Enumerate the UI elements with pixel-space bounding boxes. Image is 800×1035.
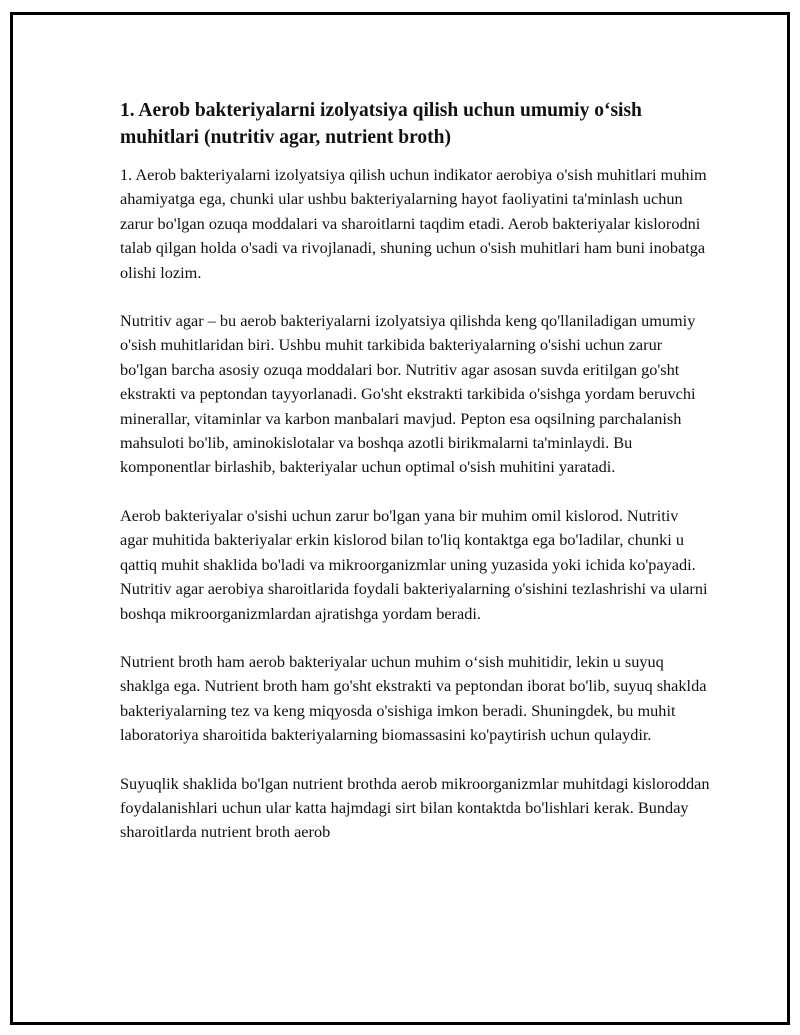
paragraph-liquid-broth: Suyuqlik shaklida bo'lgan nutrient brothda aerob mikroorganizmlar muhitdagi kisloroddan foydalanishlari uchun ular katta hajmdagi sirt bilan kontaktda bo'lishlari kerak. Bunday sharoitlarda nutrient broth aerob (120, 773, 710, 842)
paragraph-oxygen: Aerob bakteriyalar o'sishi uchun zarur bo'lgan yana bir muhim omil kislorod. Nutritiv agar muhitida bakteriyalar erkin kislorod bilan to'liq kontaktga ega bo'ladilar, chunki u qattiq muhit shaklida bo'ladi va mikroorganizmlar uning yuzasida yoki ichida ko'payadi. Nutritiv agar aerobiya sharoitlarida foydali bakteriyalarning o'sishini tezlashrishi va ularni boshqa mikroorganizmlardan ajratishga yordam beradi. (120, 505, 708, 623)
document-body (120, 97, 710, 869)
paragraph-nutrient-broth: Nutrient broth ham aerob bakteriyalar uchun muhim o‘sish muhitidir, lekin u suyuq shaklga ega. Nutrient broth ham go'sht ekstrakti va peptondan iborat bo'lib, suyuq shaklda bakteriyalarning tez va keng miqyosda o'sishiga imkon beradi. Shuningdek, bu muhit laboratoriya sharoitida bakteriyalarning biomassasini ko'paytirish uchun qulaydir. (120, 651, 707, 745)
document-page (10, 12, 790, 1025)
paragraph-intro: 1. Aerob bakteriyalarni izolyatsiya qilish uchun indikator aerobiya o'sish muhitlari muhim ahamiyatga ega, chunki ular ushbu bakteriyalarning hayot faoliyatini ta'minlash uchun zarur bo'lgan ozuqa moddalari va sharoitlarni taqdim etadi. Aerob bakteriyalar kislorodni talab qilgan holda o'sadi va rivojlanadi, shuning uchun o'sish muhitlari ham buni inobatga olishi lozim. (120, 165, 707, 282)
paragraph-nutritiv-agar: Nutritiv agar – bu aerob bakteriyalarni izolyatsiya qilishda keng qo'llaniladigan umumiy o'sish muhitlaridan biri. Ushbu muhit tarkibida bakteriyalarning o'sishi uchun zarur bo'lgan barcha asosiy ozuqa moddalari bor. Nutritiv agar asosan suvda eritilgan go'sht ekstrakti va peptondan tayyorlanadi. Go'sht ekstrakti tarkibida o'sishga yordam beruvchi minerallar, vitaminlar va karbon manbalari mavjud. Pepton esa oqsilning parchalanish mahsuloti bo'lib, aminokislotalar va boshqa azotli birikmalarni ta'minlaydi. Bu komponentlar birlashib, bakteriyalar uchun optimal o'sish muhitini yaratadi. (120, 311, 696, 477)
document-title: 1. Aerob bakteriyalarni izolyatsiya qilish uchun umumiy o‘sish muhitlari (nutritiv agar, nutrient broth) (120, 100, 642, 148)
